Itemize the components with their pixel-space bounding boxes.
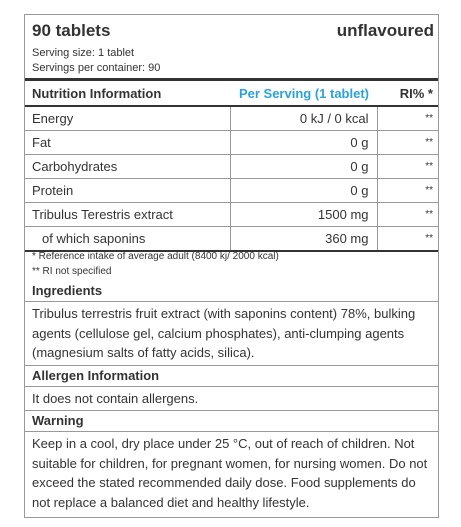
table-row (25, 203, 438, 227)
warning-heading: Warning (32, 413, 84, 428)
nutrient-value: 0 g (230, 155, 377, 179)
section-divider (25, 301, 438, 302)
servings-per-container: Servings per container: 90 (32, 62, 161, 74)
footnote-reference-intake: * Reference intake of average adult (8400 kj/ 2000 kcal) (32, 251, 279, 262)
allergen-heading: Allergen Information (32, 368, 160, 383)
allergen-text: It does not contain allergens. (32, 391, 199, 406)
column-header-per-serving: Per Serving (1 tablet) (230, 81, 377, 106)
nutrient-ri: ** (377, 155, 438, 179)
ingredients-text: Tribulus terrestris fruit extract (with saponins content) 78%, bulking agents (cellulose gel, calcium phosphates), anti-clumping agents (magnesium salts of fatty acids, silica). (32, 306, 416, 360)
nutrition-label-panel (24, 14, 439, 518)
nutrient-ri: ** (377, 203, 438, 227)
column-header-nutrient: Nutrition Information (25, 81, 230, 106)
nutrient-value: 0 g (230, 131, 377, 155)
nutrient-name: Tribulus Terestris extract (25, 203, 230, 227)
section-divider (25, 386, 438, 387)
section-divider (25, 410, 438, 411)
nutrient-value: 1500 mg (230, 203, 377, 227)
nutrient-name: Energy (25, 106, 230, 131)
product-count: 90 tablets (32, 21, 111, 40)
nutrient-name: Carbohydrates (25, 155, 230, 179)
nutrient-ri: ** (377, 227, 438, 252)
nutrient-ri: ** (377, 106, 438, 131)
footnote-ri-not-specified: ** RI not specified (32, 266, 112, 277)
table-row (25, 227, 438, 252)
flavour-label: unflavoured (336, 21, 434, 40)
table-row (25, 155, 438, 179)
nutrient-value: 0 g (230, 179, 377, 203)
table-row (25, 131, 438, 155)
nutrient-ri: ** (377, 179, 438, 203)
serving-size: Serving size: 1 tablet (32, 47, 135, 59)
nutrient-value: 360 mg (230, 227, 377, 252)
label-header (32, 21, 434, 45)
table-header-row (25, 81, 438, 106)
nutrient-name: of which saponins (25, 227, 230, 252)
nutrient-name: Protein (25, 179, 230, 203)
section-divider (25, 431, 438, 432)
table-row (25, 106, 438, 131)
nutrient-value: 0 kJ / 0 kcal (230, 106, 377, 131)
nutrition-table (25, 81, 438, 252)
nutrient-name: Fat (25, 131, 230, 155)
section-divider (25, 365, 438, 366)
warning-text: Keep in a cool, dry place under 25 °C, out of reach of children. Not suitable for children, for pregnant women, for nursing women. Do not exceed the stated recommended daily dose. Food supplements do not replace a balanced diet and healthy lifestyle. (32, 436, 428, 510)
ingredients-heading: Ingredients (32, 283, 103, 298)
nutrient-ri: ** (377, 131, 438, 155)
column-header-ri: RI% * (377, 81, 438, 106)
table-row (25, 179, 438, 203)
